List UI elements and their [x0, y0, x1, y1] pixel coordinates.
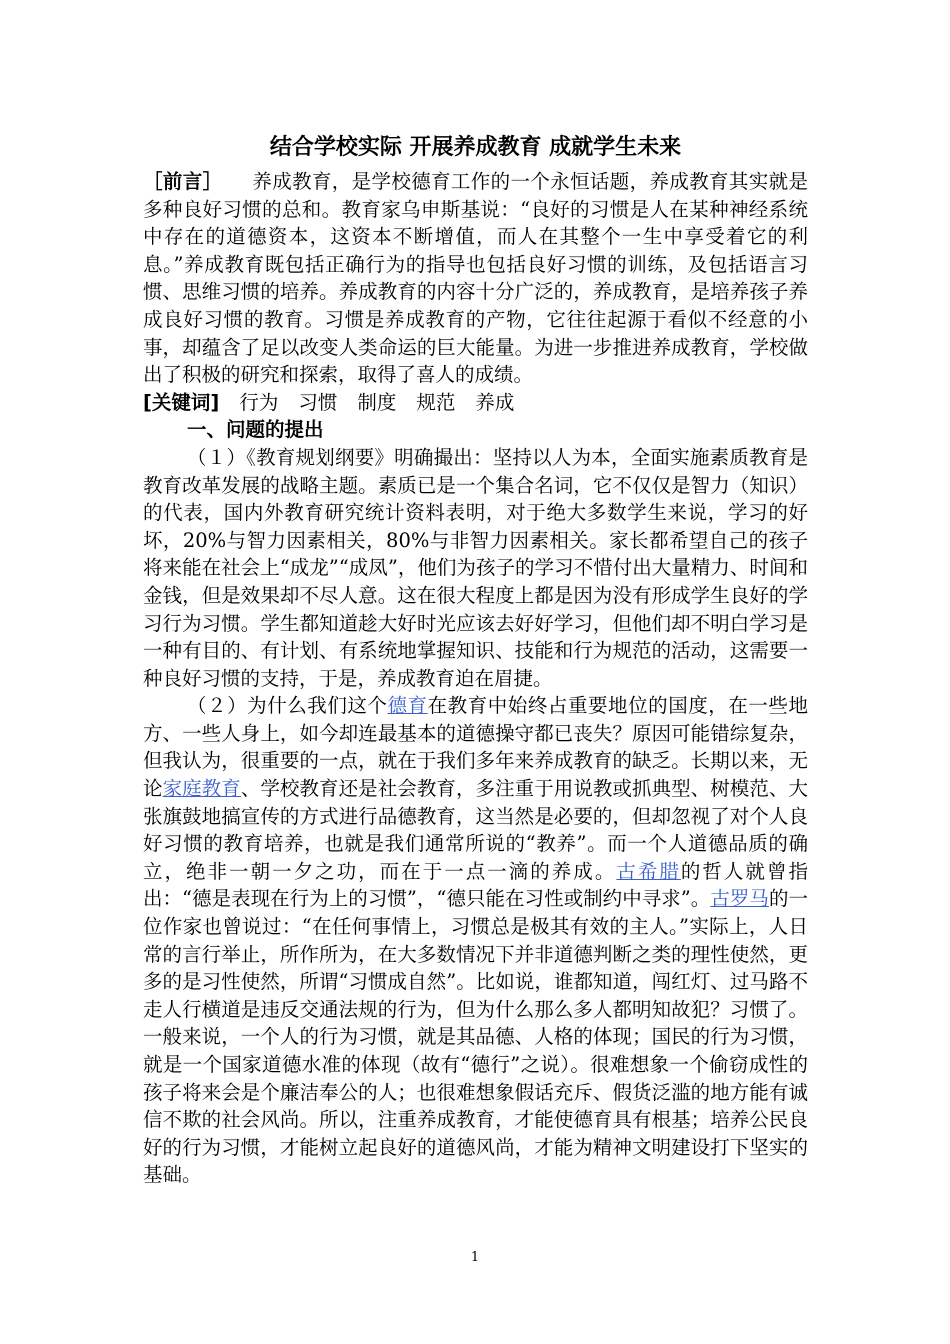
- keyword: 行为: [239, 390, 279, 414]
- paragraph-text: 的一位作家也曾说过：“在任何事情上，习惯总是极其有效的主人。”实际上，人日常的言行举止，所作所为，在大多数情况下并非道德判断之类的理性使然，更多的是习性使然，所谓“习惯成自然”。比如说，谁都知道，闯红灯、过马路不走人行横道是违反交通法规的行为，但为什么那么多人都明知故犯？习惯了。一般来说，一个人的行为习惯，就是其品德、人格的体现；国民的行为习惯，就是一个国家道德水准的体现（故有“德行”之说）。很难想象一个偷窃成性的孩子将来会是个廉洁奉公的人；也很难想象假话充斥、假货泛滥的地方能有诚信不欺的社会风尚。所以，注重养成教育，才能使德育具有根基；培养公民良好的行为习惯，才能树立起良好的道德风尚，才能为精神文明建设打下坚实的基础。: [143, 887, 808, 1187]
- preface-text: 养成教育，是学校德育工作的一个永恒话题，养成教育其实就是多种良好习惯的总和。教育家乌申斯基说：“良好的习惯是人在某种神经系统中存在的道德资本，这资本不断增值，而人在其整个一生中享受着它的利息。”养成教育既包括正确行为的指导也包括良好习惯的训练，及包括语言习惯、思维习惯的培养。养成教育的内容十分广泛的，养成教育，是培养孩子养成良好习惯的教育。习惯是养成教育的产物，它往往起源于看似不经意的小事，却蕴含了足以改变人类命运的巨大能量。为进一步推进养成教育，学校做出了积极的研究和探索，取得了喜人的成绩。: [143, 170, 808, 387]
- keyword: 习惯: [298, 390, 338, 414]
- link-deyu[interactable]: 德育: [387, 694, 428, 718]
- document-page: [143, 128, 808, 1189]
- body-paragraph-1: （１）《教育规划纲要》明确撮出：坚持以人为本，全面实施素质教育是教育改革发展的战略主题。素质已是一个集合名词，它不仅仅是智力（知识）的代表，国内外教育研究统计资料表明，对于绝大多数学生来说，学习的好坏，20%与智力因素相关，80%与非智力因素相关。家长都希望自己的孩子将来能在社会上“成龙”“成凤”，他们为孩子的学习不惜付出大量精力、时间和金钱，但是效果却不尽人意。这在很大程度上都是因为没有形成学生良好的学习行为习惯。学生都知道趁大好时光应该去好好学习，但他们却不明白学习是一种有目的、有计划、有系统地掌握知识、技能和行为规范的活动，这需要一种良好习惯的支持，于是，养成教育迫在眉捷。: [143, 445, 808, 690]
- keyword: 制度: [357, 390, 397, 414]
- keyword: 规范: [416, 390, 456, 414]
- link-ancient-greece[interactable]: 古希腊: [616, 859, 681, 883]
- paragraph-text: 在教育中始终占重要地位的国度，在一些地方、一些人身上，如今却连最基本的道德操守都已丧失？原因可能错综复杂，但我认为，很重要的一点，就在于我们多年来养成教育的缺乏。长期以来，无论: [143, 694, 808, 801]
- body-paragraph-2: [143, 692, 808, 1189]
- page-number: 1: [470, 1250, 480, 1265]
- keyword: 养成: [475, 390, 515, 414]
- link-family-education[interactable]: 家庭教育: [162, 777, 241, 801]
- section-heading: 一、问题的提出: [187, 418, 324, 442]
- document-title: 结合学校实际 开展养成教育 成就学生未来: [269, 135, 682, 160]
- preface-label: ［前言］: [143, 170, 213, 193]
- preface-paragraph: [143, 168, 808, 389]
- link-ancient-rome[interactable]: 古罗马: [710, 887, 769, 911]
- paragraph-text: 、学校教育还是社会教育，多注重于用说教或抓典型、树模范、大张旗鼓地搞宣传的方式进行品德教育，这当然是必要的，但却忽视了对个人良好习惯的教育培养，也就是我们通常所说的“教养”。而一个人道德品质的确立，绝非一朝一夕之功，而在于一点一滴的养成。: [143, 777, 808, 883]
- keywords-line: [143, 389, 808, 417]
- paragraph-text: 的哲人就曾指出：“德是表现在行为上的习惯”，“德只能在习性或制约中寻求”。: [143, 859, 808, 911]
- keywords-label: [关键词]: [143, 390, 220, 414]
- paragraph-text: （２）为什么我们这个: [187, 694, 388, 718]
